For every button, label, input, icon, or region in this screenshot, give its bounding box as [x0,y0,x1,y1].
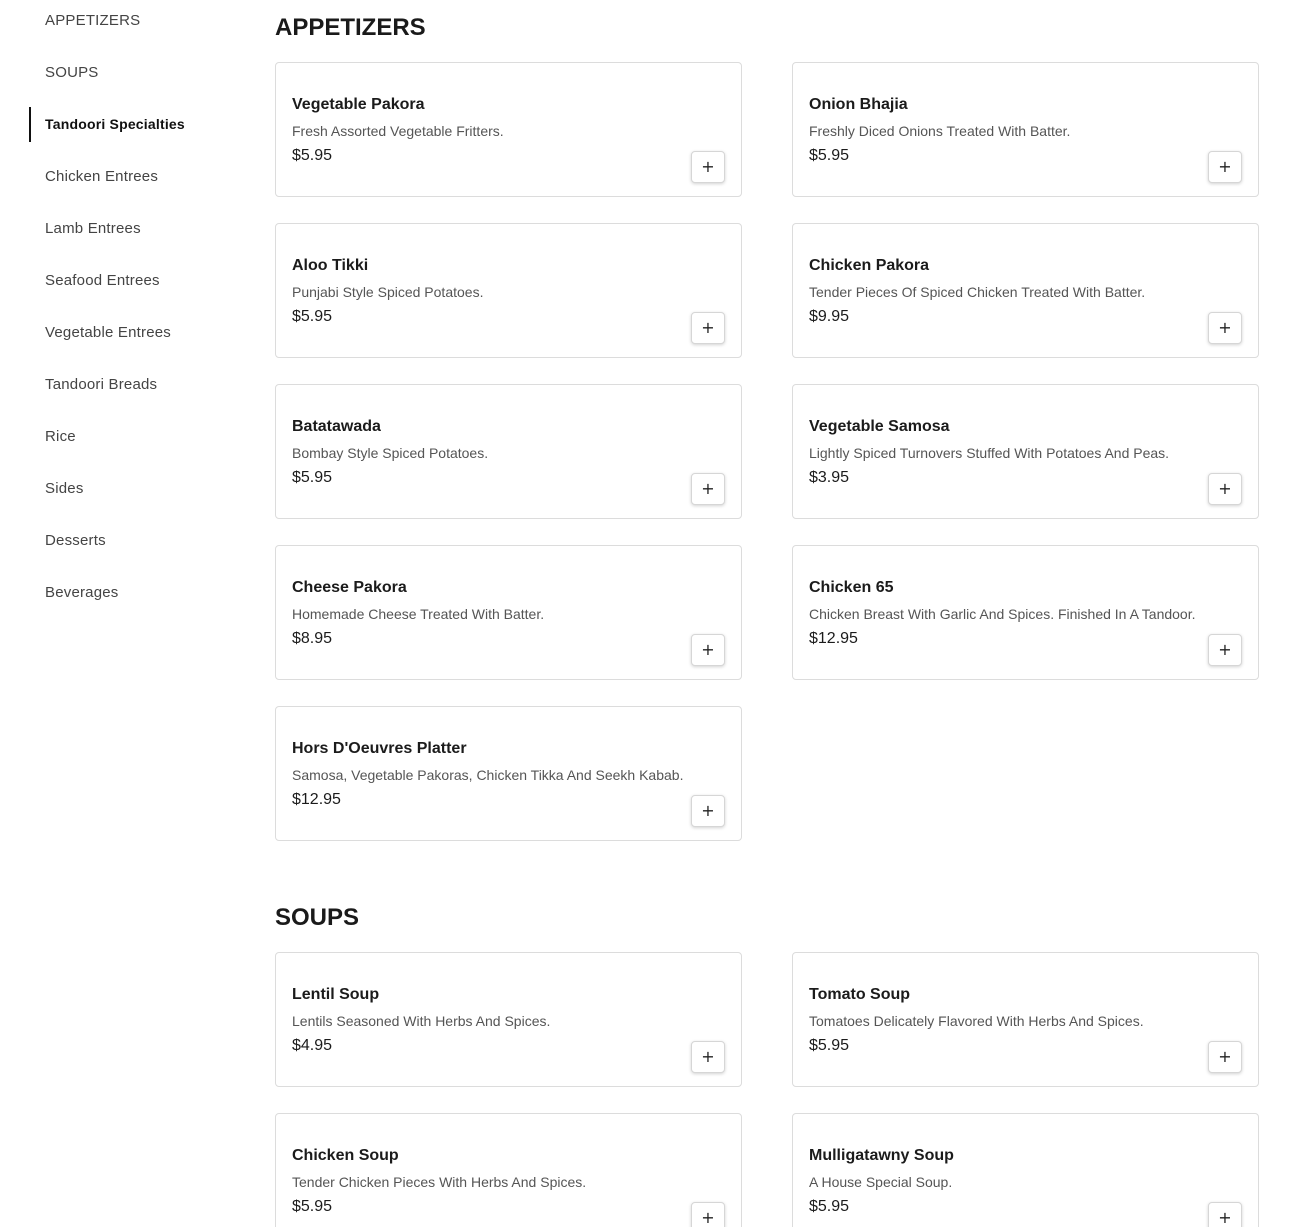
plus-icon: + [701,640,715,659]
item-description: Tomatoes Delicately Flavored With Herbs And Spices. [809,1013,1144,1029]
item-description: Lightly Spiced Turnovers Stuffed With Potatoes And Peas. [809,445,1170,461]
item-description: Punjabi Style Spiced Potatoes. [292,284,484,300]
section-title-soups: SOUPS [275,904,360,931]
item-price: $5.95 [292,469,333,486]
item-name: Tomato Soup [809,986,911,1003]
add-item-button[interactable] [1208,473,1242,505]
item-price: $5.95 [292,147,333,164]
item-description: Freshly Diced Onions Treated With Batter. [809,123,1071,139]
sidebar-item-tandoori-breads[interactable]: Tandoori Breads [45,376,158,393]
active-indicator [29,107,31,142]
item-price: $4.95 [292,1037,333,1054]
add-item-button[interactable] [1208,312,1242,344]
item-description: Homemade Cheese Treated With Batter. [292,606,545,622]
item-name: Chicken 65 [809,579,894,596]
item-description: Lentils Seasoned With Herbs And Spices. [292,1013,551,1029]
item-price: $9.95 [809,308,850,325]
plus-icon: + [1218,1047,1232,1066]
item-description: Tender Pieces Of Spiced Chicken Treated With Batter. [809,284,1146,300]
sidebar-item-rice[interactable]: Rice [45,428,76,445]
sidebar-item-vegetable-entrees[interactable]: Vegetable Entrees [45,324,171,341]
item-description: Bombay Style Spiced Potatoes. [292,445,489,461]
menu-item-card[interactable] [275,706,742,841]
menu-item-card[interactable] [275,384,742,519]
sidebar-item-sides[interactable]: Sides [45,480,84,497]
item-name: Aloo Tikki [292,257,369,274]
section-title-appetizers: APPETIZERS [275,14,426,41]
menu-item-card[interactable] [275,1113,742,1227]
menu-item-card[interactable] [275,62,742,197]
plus-icon: + [1218,479,1232,498]
item-price: $5.95 [809,147,850,164]
sidebar-item-seafood-entrees[interactable]: Seafood Entrees [45,272,160,289]
sidebar-item-desserts[interactable]: Desserts [45,532,106,549]
item-price: $12.95 [292,791,341,808]
item-price: $5.95 [809,1037,850,1054]
add-item-button[interactable] [691,312,725,344]
add-item-button[interactable] [691,1202,725,1227]
add-item-button[interactable] [691,1041,725,1073]
sidebar-item-chicken-entrees[interactable]: Chicken Entrees [45,168,159,185]
item-description: Fresh Assorted Vegetable Fritters. [292,123,504,139]
item-name: Vegetable Samosa [809,418,950,435]
item-name: Batatawada [292,418,381,435]
plus-icon: + [701,157,715,176]
plus-icon: + [1218,640,1232,659]
item-name: Cheese Pakora [292,579,407,596]
item-description: Tender Chicken Pieces With Herbs And Spices. [292,1174,587,1190]
add-item-button[interactable] [691,795,725,827]
menu-item-card[interactable] [792,952,1259,1087]
menu-item-card[interactable] [792,1113,1259,1227]
menu-item-card[interactable] [792,384,1259,519]
sidebar-item-tandoori-specialties[interactable]: Tandoori Specialties [45,116,185,132]
add-item-button[interactable] [1208,151,1242,183]
plus-icon: + [701,801,715,820]
sidebar-item-lamb-entrees[interactable]: Lamb Entrees [45,220,141,237]
item-name: Lentil Soup [292,986,380,1003]
item-name: Vegetable Pakora [292,96,425,113]
plus-icon: + [1218,318,1232,337]
item-name: Chicken Soup [292,1147,399,1164]
item-price: $5.95 [292,1198,333,1215]
sidebar-item-appetizers[interactable]: APPETIZERS [45,12,141,29]
item-name: Hors D'Oeuvres Platter [292,740,467,757]
item-name: Onion Bhajia [809,96,908,113]
add-item-button[interactable] [1208,1202,1242,1227]
menu-item-card[interactable] [275,545,742,680]
item-description: Samosa, Vegetable Pakoras, Chicken Tikka And Seekh Kabab. [292,767,684,783]
item-price: $5.95 [809,1198,850,1215]
menu-item-card[interactable] [275,223,742,358]
plus-icon: + [1218,1208,1232,1227]
add-item-button[interactable] [691,151,725,183]
menu-item-card[interactable] [792,223,1259,358]
add-item-button[interactable] [1208,634,1242,666]
plus-icon: + [701,1208,715,1227]
sidebar-item-soups[interactable]: SOUPS [45,64,99,81]
add-item-button[interactable] [691,634,725,666]
add-item-button[interactable] [691,473,725,505]
plus-icon: + [1218,157,1232,176]
item-name: Chicken Pakora [809,257,930,274]
item-description: A House Special Soup. [809,1174,953,1190]
plus-icon: + [701,479,715,498]
item-name: Mulligatawny Soup [809,1147,954,1164]
menu-item-card[interactable] [792,62,1259,197]
add-item-button[interactable] [1208,1041,1242,1073]
item-description: Chicken Breast With Garlic And Spices. Finished In A Tandoor. [809,606,1196,622]
menu-item-card[interactable] [275,952,742,1087]
menu-item-card[interactable] [792,545,1259,680]
item-price: $5.95 [292,308,333,325]
plus-icon: + [701,1047,715,1066]
sidebar-item-beverages[interactable]: Beverages [45,584,119,601]
plus-icon: + [701,318,715,337]
item-price: $3.95 [809,469,850,486]
item-price: $8.95 [292,630,333,647]
item-price: $12.95 [809,630,858,647]
